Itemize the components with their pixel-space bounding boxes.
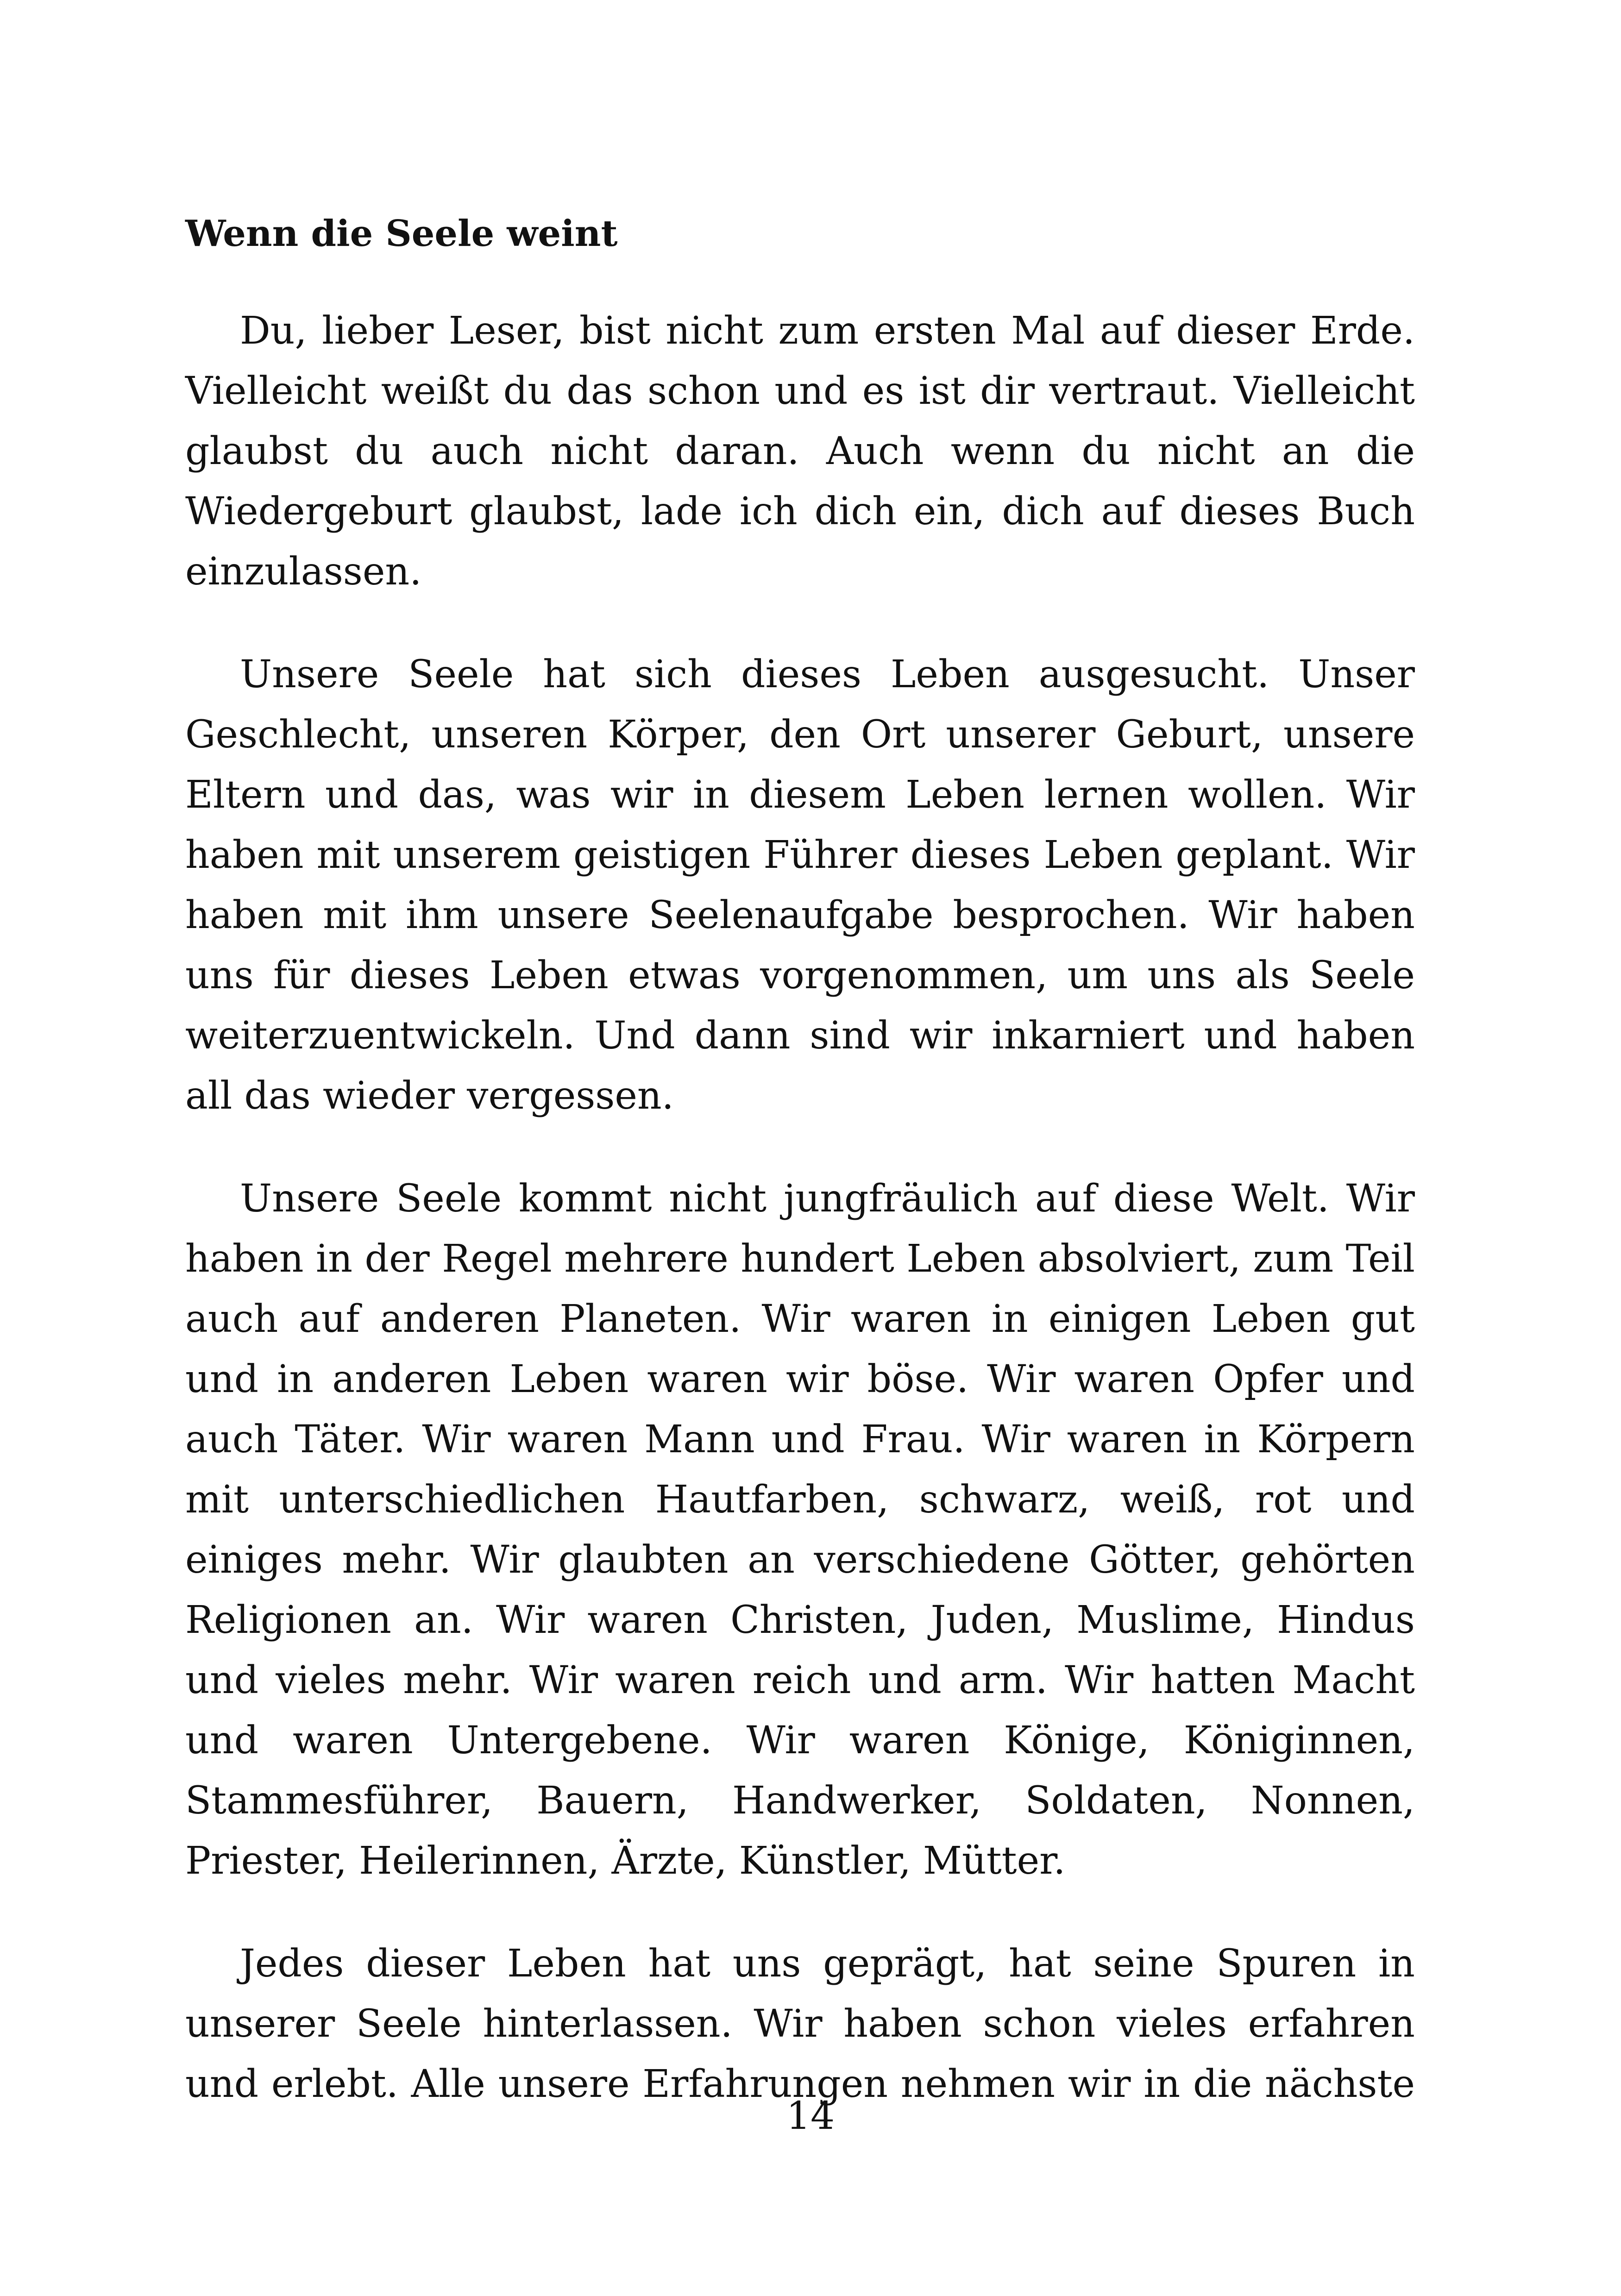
page-number: 14 (786, 2094, 835, 2138)
chapter-heading: Wenn die Seele weint (185, 213, 618, 255)
paragraph-3: Unsere Seele kommt nicht jungfräulich auf diese Welt. Wir haben in der Regel mehrere hundert Leben absolviert, zum Teil auch auf anderen Planeten. Wir waren in einigen Leben gut und in anderen Leben waren wir böse. Wir waren Opfer und auch Täter. Wir waren Mann und Frau. Wir waren in Körpern mit unterschiedlichen Hautfarben, schwarz, weiß, rot und einiges mehr. Wir glaubten an verschiedene Götter, gehörten Religionen an. Wir waren Christen, Juden, Muslime, Hindus und vieles mehr. Wir waren reich und arm. Wir hatten Macht und waren Untergebene. Wir waren Könige, Königinnen, Stammesführer, Bauern, Handwerker, Soldaten, Nonnen, Priester, Heilerinnen, Ärzte, Künstler, Mütter. (185, 1177, 1415, 1883)
paragraph-1: Du, lieber Leser, bist nicht zum ersten Mal auf dieser Erde. Vielleicht weißt du das schon und es ist dir vertraut. Vielleicht glaubst du auch nicht daran. Auch wenn du nicht an die Wiedergeburt glaubst, lade ich dich ein, dich auf dieses Buch einzulassen. (185, 309, 1415, 594)
paragraph-4: Jedes dieser Leben hat uns geprägt, hat seine Spuren in unserer Seele hinterlassen. Wir haben schon vieles erfahren und erlebt. Alle unsere Erfahrungen nehmen wir in die nächste (185, 1942, 1415, 2106)
paragraph-2: Unsere Seele hat sich dieses Leben ausgesucht. Unser Geschlecht, unseren Körper, den Ort unserer Geburt, unsere Eltern und das, was wir in diesem Leben lernen wollen. Wir haben mit unserem geistigen Führer dieses Leben geplant. Wir haben mit ihm unsere Seelenaufgabe besprochen. Wir haben uns für dieses Leben etwas vorgenommen, um uns als Seele weiterzuentwickeln. Und dann sind wir inkarniert und haben all das wieder vergessen. (185, 652, 1415, 1118)
page-body (185, 204, 1415, 2114)
